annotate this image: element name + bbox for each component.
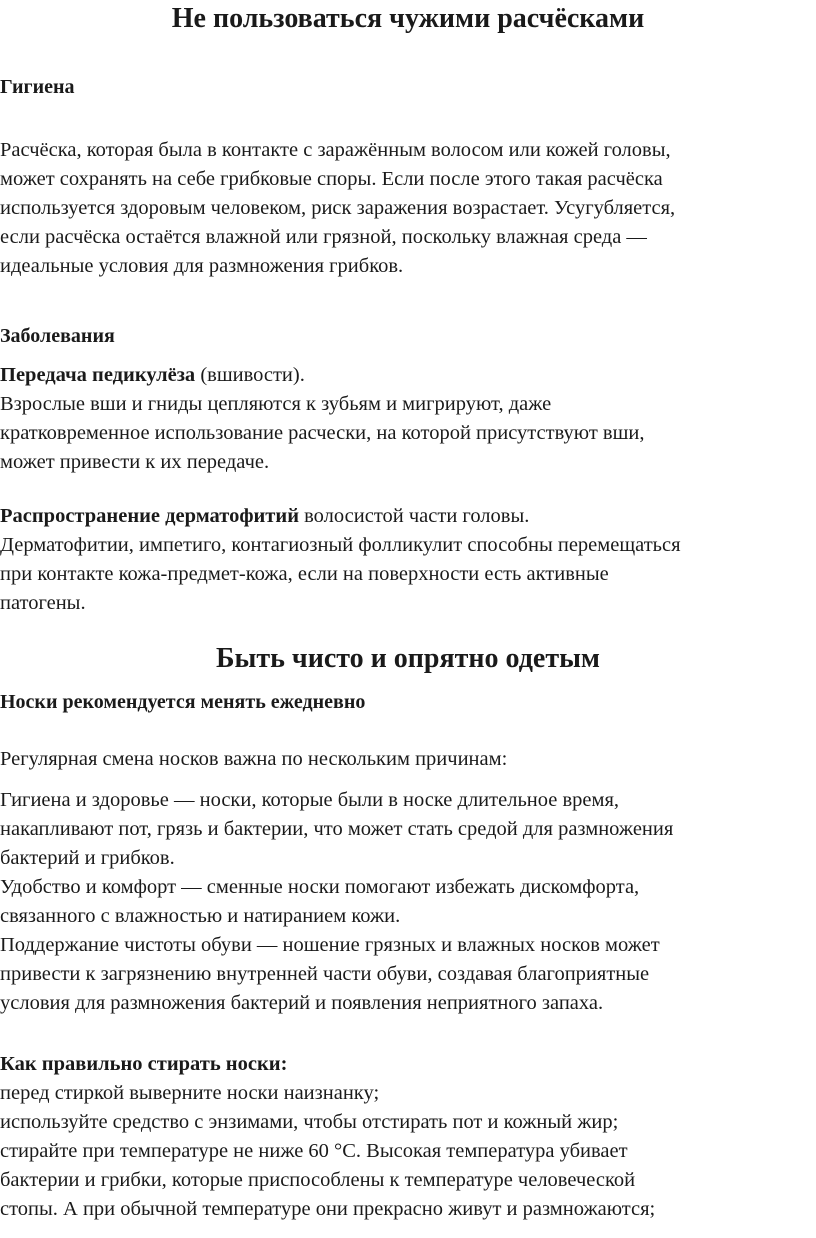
heading-hygiene: Гигиена [0, 76, 75, 98]
section-title-clothing: Быть чисто и опрятно одетым [215, 643, 600, 674]
text-line: условия для размножения бактерий и появления неприятного запаха. [0, 992, 604, 1014]
text-line: Гигиена и здоровье — носки, которые были в носке длительное время, [0, 789, 620, 811]
text-line: Поддержание чистоты обуви — ношение грязных и влажных носков может [0, 934, 660, 956]
text-line: Удобство и комфорт — сменные носки помогают избежать дискомфорта, [0, 876, 640, 898]
washing-heading [0, 1050, 816, 1079]
text-line: накапливают пот, грязь и бактерии, что может стать средой для размножения [0, 818, 674, 840]
dermatophytes-rest: волосистой части головы. [299, 505, 530, 527]
text-line: Регулярная смена носков важна по нескольким причинам: [0, 748, 508, 770]
paragraph-hygiene [0, 136, 816, 281]
text-line: может сохранять на себе грибковые споры. Если после этого такая расчёска [0, 168, 663, 190]
dermatophytes-lead [0, 502, 816, 531]
text-line: стопы. А при обычной температуре они прекрасно живут и размножаются; [0, 1198, 656, 1220]
text-line: кратковременное использование расчески, на которой присутствуют вши, [0, 422, 645, 444]
text-line: используется здоровым человеком, риск заражения возрастает. Усугубляется, [0, 197, 676, 219]
pediculosis-rest: (вшивости). [195, 364, 305, 386]
heading-diseases: Заболевания [0, 325, 115, 347]
text-line: Взрослые вши и гниды цепляются к зубьям и мигрируют, даже [0, 393, 552, 415]
washing-heading-bold: Как правильно стирать носки: [0, 1053, 288, 1075]
paragraph-pediculosis [0, 361, 816, 477]
text-line: идеальные условия для размножения грибков. [0, 255, 404, 277]
text-line: привести к загрязнению внутренней части обуви, создавая благоприятные [0, 963, 650, 985]
pediculosis-lead [0, 361, 816, 390]
text-line: используйте средство с энзимами, чтобы отстирать пот и кожный жир; [0, 1111, 619, 1133]
text-line: перед стиркой выверните носки наизнанку; [0, 1082, 380, 1104]
pediculosis-bold: Передача педикулёза [0, 364, 196, 386]
paragraph-intro [0, 745, 816, 774]
text-line: если расчёска остаётся влажной или грязной, поскольку влажная среда — [0, 226, 647, 248]
text-line: бактерий и грибков. [0, 847, 175, 869]
text-line: Расчёска, которая была в контакте с заражённым волосом или кожей головы, [0, 139, 671, 161]
text-line: стирайте при температуре не ниже 60 °C. Высокая температура убивает [0, 1140, 628, 1162]
heading-socks: Носки рекомендуется менять ежедневно [0, 691, 366, 713]
text-line: может привести к их передаче. [0, 451, 270, 473]
text-line: при контакте кожа-предмет-кожа, если на поверхности есть активные [0, 563, 609, 585]
dermatophytes-bold: Распространение дерматофитий [0, 505, 300, 527]
text-line: связанного с влажностью и натиранием кожи. [0, 905, 401, 927]
text-line: Дерматофитии, импетиго, контагиозный фолликулит способны перемещаться [0, 534, 681, 556]
paragraph-dermatophytes [0, 502, 816, 618]
section-title-combs: Не пользоваться чужими расчёсками [171, 3, 645, 34]
paragraph-washing [0, 1050, 816, 1224]
text-line: патогены. [0, 592, 86, 614]
paragraph-reasons [0, 786, 816, 1018]
text-line: бактерии и грибки, которые приспособлены к температуре человеческой [0, 1169, 636, 1191]
